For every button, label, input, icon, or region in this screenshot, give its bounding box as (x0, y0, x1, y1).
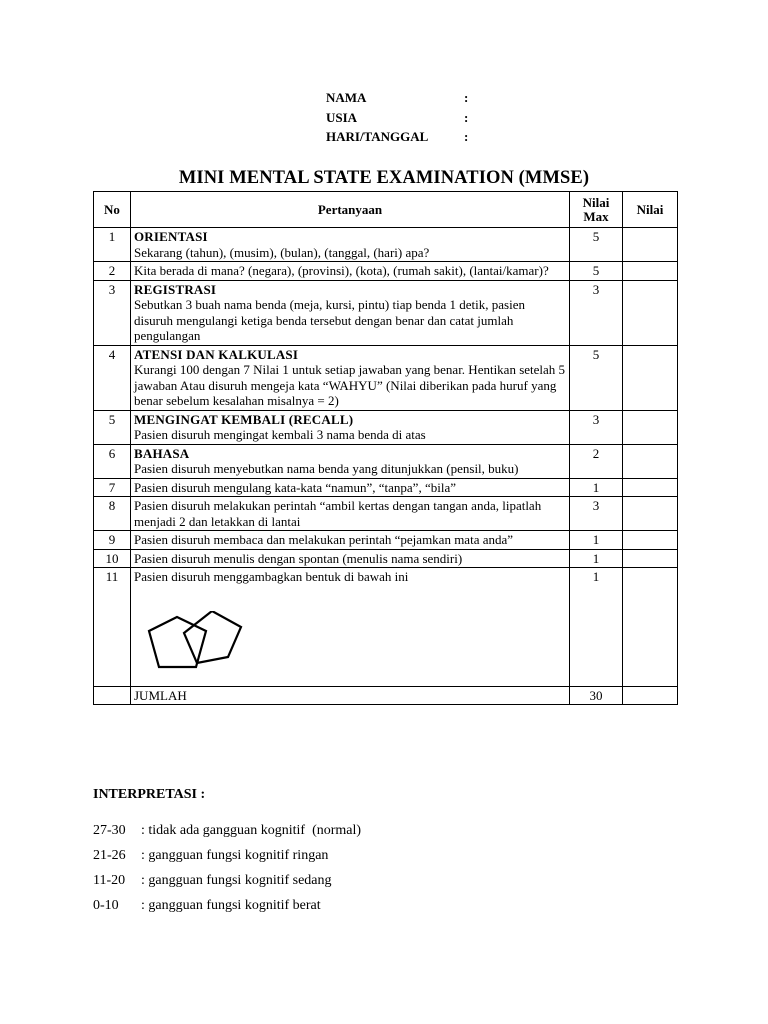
table-row (94, 228, 678, 262)
interpretation-item (93, 893, 361, 918)
column-header-no: No (94, 192, 131, 228)
table-row (94, 568, 678, 687)
row-number: 6 (94, 444, 131, 478)
page-title: MINI MENTAL STATE EXAMINATION (MMSE) (178, 168, 590, 188)
interpretation-item (93, 818, 361, 843)
total-score-cell[interactable] (623, 686, 678, 705)
question-text: Pasien disuruh menyebutkan nama benda yang ditunjukkan (pensil, buku) (134, 461, 519, 476)
row-number-empty (94, 686, 131, 705)
row-question (131, 228, 570, 262)
question-text: Pasien disuruh menggambagkan bentuk di bawah ini (134, 569, 409, 584)
question-text: Sebutkan 3 buah nama benda (meja, kursi, pintu) tiap benda 1 detik, pasien disuruh mengulangi ketiga benda tersebut dengan benar dan catat jumlah pengulangan (134, 297, 525, 343)
interpretation-title: INTERPRETASI : (93, 787, 206, 802)
table-header-row (94, 192, 678, 228)
mmse-table (93, 191, 678, 705)
question-text: Pasien disuruh menulis dengan spontan (menulis nama sendiri) (134, 550, 463, 566)
score-range: 27-30 (93, 823, 126, 838)
table-row (94, 410, 678, 444)
section-title: ORIENTASI (134, 229, 208, 244)
max-score: 5 (570, 262, 623, 281)
score-cell[interactable] (623, 262, 678, 281)
row-number: 3 (94, 280, 131, 345)
row-number: 5 (94, 410, 131, 444)
range-description: : tidak ada gangguan kognitif (normal) (141, 823, 362, 838)
intersecting-pentagons-figure (144, 611, 254, 673)
section-title: REGISTRASI (134, 281, 217, 297)
table-row (94, 531, 678, 550)
field-label: NAMA (326, 90, 367, 105)
section-title: MENGINGAT KEMBALI (RECALL) (134, 411, 354, 427)
total-max-score: 30 (570, 686, 623, 705)
total-row (94, 686, 678, 705)
max-score: 3 (570, 280, 623, 345)
section-title: ATENSI DAN KALKULASI (134, 346, 299, 362)
row-number: 11 (94, 568, 131, 687)
range-description: : gangguan fungsi kognitif sedang (141, 873, 332, 888)
question-text: Pasien disuruh membaca dan melakukan perintah “pejamkan mata anda” (134, 532, 514, 547)
score-cell[interactable] (623, 345, 678, 410)
field-nama (326, 88, 468, 108)
max-score: 3 (570, 410, 623, 444)
table-row (94, 497, 678, 531)
row-question (131, 262, 570, 281)
score-range: 0-10 (93, 898, 119, 913)
max-score: 1 (570, 531, 623, 550)
max-score: 5 (570, 228, 623, 262)
interpretation-item (93, 843, 361, 868)
row-question (131, 549, 570, 568)
max-score: 2 (570, 444, 623, 478)
field-label: HARI/TANGGAL (326, 129, 429, 144)
field-label: USIA (326, 109, 358, 125)
column-header-max (570, 192, 623, 228)
question-text: Pasien disuruh mengulang kata-kata “namun”, “tanpa”, “bila” (134, 479, 456, 495)
max-label-line1: Nilai (582, 194, 610, 210)
score-cell[interactable] (623, 280, 678, 345)
total-label: JUMLAH (131, 686, 570, 705)
question-text: Pasien disuruh melakukan perintah “ambil kertas dengan tangan anda, lipatlah menjadi 2 dan letakkan di lantai (134, 498, 542, 529)
row-number: 10 (94, 549, 131, 568)
score-range: 11-20 (93, 873, 126, 888)
range-description: : gangguan fungsi kognitif berat (141, 898, 321, 913)
table-row (94, 280, 678, 345)
interpretation-list (93, 818, 361, 918)
max-label-line2: Max (583, 208, 609, 224)
row-number: 9 (94, 531, 131, 550)
row-question (131, 497, 570, 531)
score-cell[interactable] (623, 444, 678, 478)
pentagon-left (149, 617, 206, 667)
question-text: Sekarang (tahun), (musim), (bulan), (tanggal, (hari) apa? (134, 244, 430, 260)
column-header-score: Nilai (623, 192, 678, 228)
column-header-question: Pertanyaan (131, 192, 570, 228)
row-number: 1 (94, 228, 131, 262)
row-number: 4 (94, 345, 131, 410)
row-question (131, 410, 570, 444)
row-number: 8 (94, 497, 131, 531)
row-question (131, 444, 570, 478)
row-number: 7 (94, 478, 131, 497)
max-score: 1 (570, 478, 623, 497)
field-separator: : (464, 129, 469, 144)
score-range: 21-26 (93, 848, 126, 863)
question-text: Pasien disuruh mengingat kembali 3 nama benda di atas (134, 427, 426, 442)
max-score: 5 (570, 345, 623, 410)
interpretation-item (93, 868, 361, 893)
table-row (94, 345, 678, 410)
score-cell[interactable] (623, 478, 678, 497)
question-text: Kurangi 100 dengan 7 Nilai 1 untuk setiap jawaban yang benar. Hentikan setelah 5 jawaban Atau disuruh mengeja kata “WAHYU” (Nilai diberikan pada huruf yang benar sebelum kesalahan misalnya = 2) (134, 362, 566, 408)
score-cell[interactable] (623, 497, 678, 531)
field-separator: : (464, 90, 469, 105)
table-row (94, 478, 678, 497)
field-usia (326, 108, 468, 128)
section-title: BAHASA (134, 445, 190, 461)
score-cell[interactable] (623, 549, 678, 568)
pentagon-right (184, 611, 241, 663)
question-text: Kita berada di mana? (negara), (provinsi), (kota), (rumah sakit), (lantai/kamar)? (134, 263, 549, 278)
row-question (131, 568, 570, 687)
score-cell[interactable] (623, 228, 678, 262)
table-row (94, 262, 678, 281)
range-description: : gangguan fungsi kognitif ringan (141, 848, 329, 863)
score-cell[interactable] (623, 410, 678, 444)
max-score: 1 (570, 549, 623, 568)
row-number: 2 (94, 262, 131, 281)
score-cell[interactable] (623, 568, 678, 687)
patient-header-fields (326, 88, 468, 147)
row-question (131, 478, 570, 497)
table-row (94, 549, 678, 568)
row-question (131, 345, 570, 410)
row-question (131, 280, 570, 345)
max-score: 1 (570, 568, 623, 687)
score-cell[interactable] (623, 531, 678, 550)
row-question (131, 531, 570, 550)
field-separator: : (464, 109, 469, 125)
max-score: 3 (570, 497, 623, 531)
table-row (94, 444, 678, 478)
field-hari-tanggal (326, 127, 468, 147)
